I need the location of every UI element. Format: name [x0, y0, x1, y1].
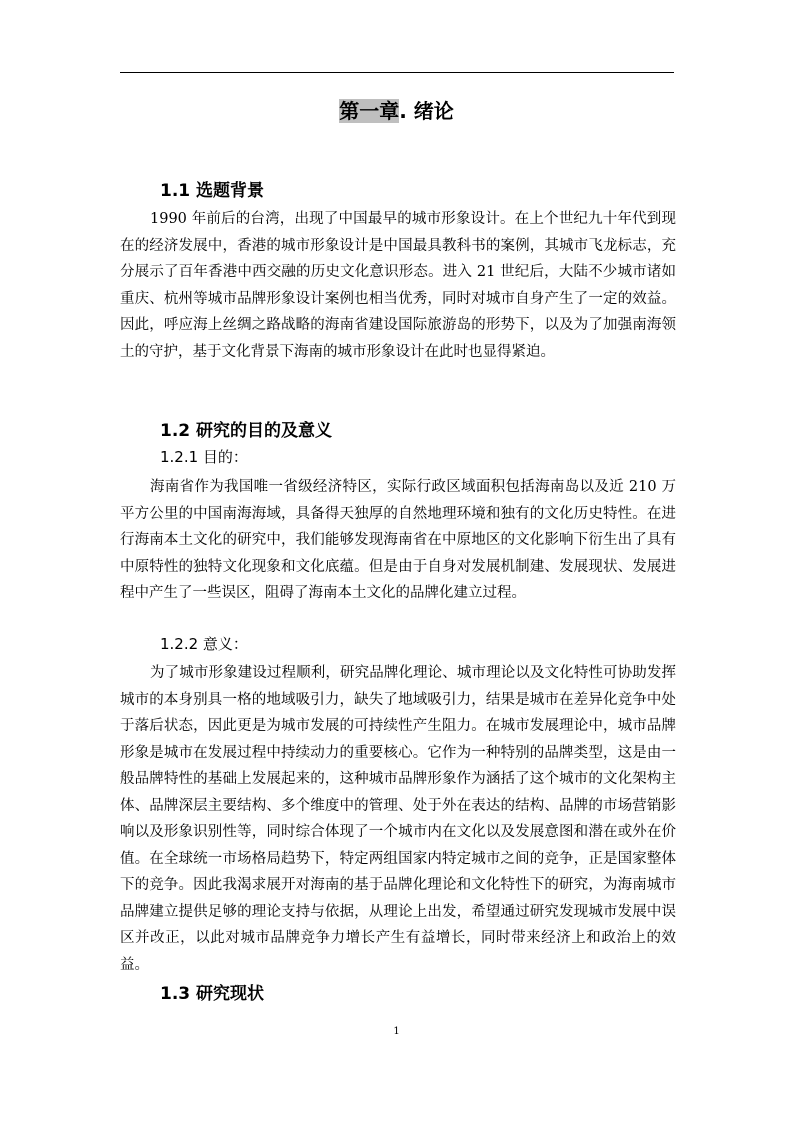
subsection-heading-1-2-2: 1.2.2 意义：: [160, 635, 248, 653]
section-paragraph-1-1: 1990 年前后的台湾，出现了中国最早的城市形象设计。在上个世纪九十年代到现在的经济发展中，香港的城市形象设计是中国最具教科书的案例，其城市飞龙标志，充分展示了百年香港中西交融的历史文化意识形态。进入 21 世纪后，大陆不少城市诸如重庆、杭州等城市品牌形象设计案例也相当优秀，同时对城市自身产生了一定的效益。因此，呼应海上丝绸之路战略的海南省建设国际旅游岛的形势下，以及为了加强南海领土的守护，基于文化背景下海南的城市形象设计在此时也显得紧迫。: [120, 211, 676, 360]
page-number: 1: [393, 1026, 400, 1037]
section-heading-1-2: 1.2 研究的目的及意义: [160, 421, 333, 441]
subsection-paragraph-1-2-2: 为了城市形象建设过程顺利，研究品牌化理论、城市理论以及文化特性可协助发挥城市的本身别具一格的地域吸引力，缺失了地域吸引力，结果是城市在差异化竞争中处于落后状态，因此更是为城市发展的可持续性产生阻力。在城市发展理论中，城市品牌形象是城市在发展过程中持续动力的重要核心。它作为一种特别的品牌类型，这是由一般品牌特性的基础上发展起来的，这种城市品牌形象作为涵括了这个城市的文化架构主体、品牌深层主要结构、多个维度中的管理、处于外在表达的结构、品牌的市场营销影响以及形象识别性等，同时综合体现了一个城市内在文化以及发展意图和潜在或外在价值。在全球统一市场格局趋势下，特定两组国家内特定城市之间的竞争，正是国家整体下的竞争。因此我渴求展开对海南的基于品牌化理论和文化特性下的研究，为海南城市品牌建立提供足够的理论支持与依据，从理论上出发，希望通过研究发现城市发展中误区并改正，以此对城市品牌竞争力增长产生有益增长，同时带来经济上和政治上的效益。: [120, 665, 676, 973]
subsection-heading-1-2-1: 1.2.1 目的：: [160, 448, 248, 466]
header-rule: [120, 72, 674, 73]
section-heading-1-3: 1.3 研究现状: [160, 984, 265, 1004]
chapter-title-highlight: 第一章: [339, 99, 400, 123]
chapter-title-rest: . 绪论: [399, 99, 454, 123]
subsection-paragraph-1-2-1: 海南省作为我国唯一省级经济特区，实际行政区域面积包括海南岛以及近 210 万平方公里的中国南海海域，具备得天独厚的自然地理环境和独有的文化历史特性。在进行海南本土文化的研究中，我们能够发现海南省在中原地区的文化影响下衍生出了具有中原特性的独特文化现象和文化底蕴。但是由于自身对发展机制建、发展现状、发展进程中产生了一些误区，阻碍了海南本土文化的品牌化建立过程。: [120, 479, 676, 601]
section-heading-1-1: 1.1 选题背景: [160, 181, 265, 201]
chapter-title: [0, 97, 793, 125]
